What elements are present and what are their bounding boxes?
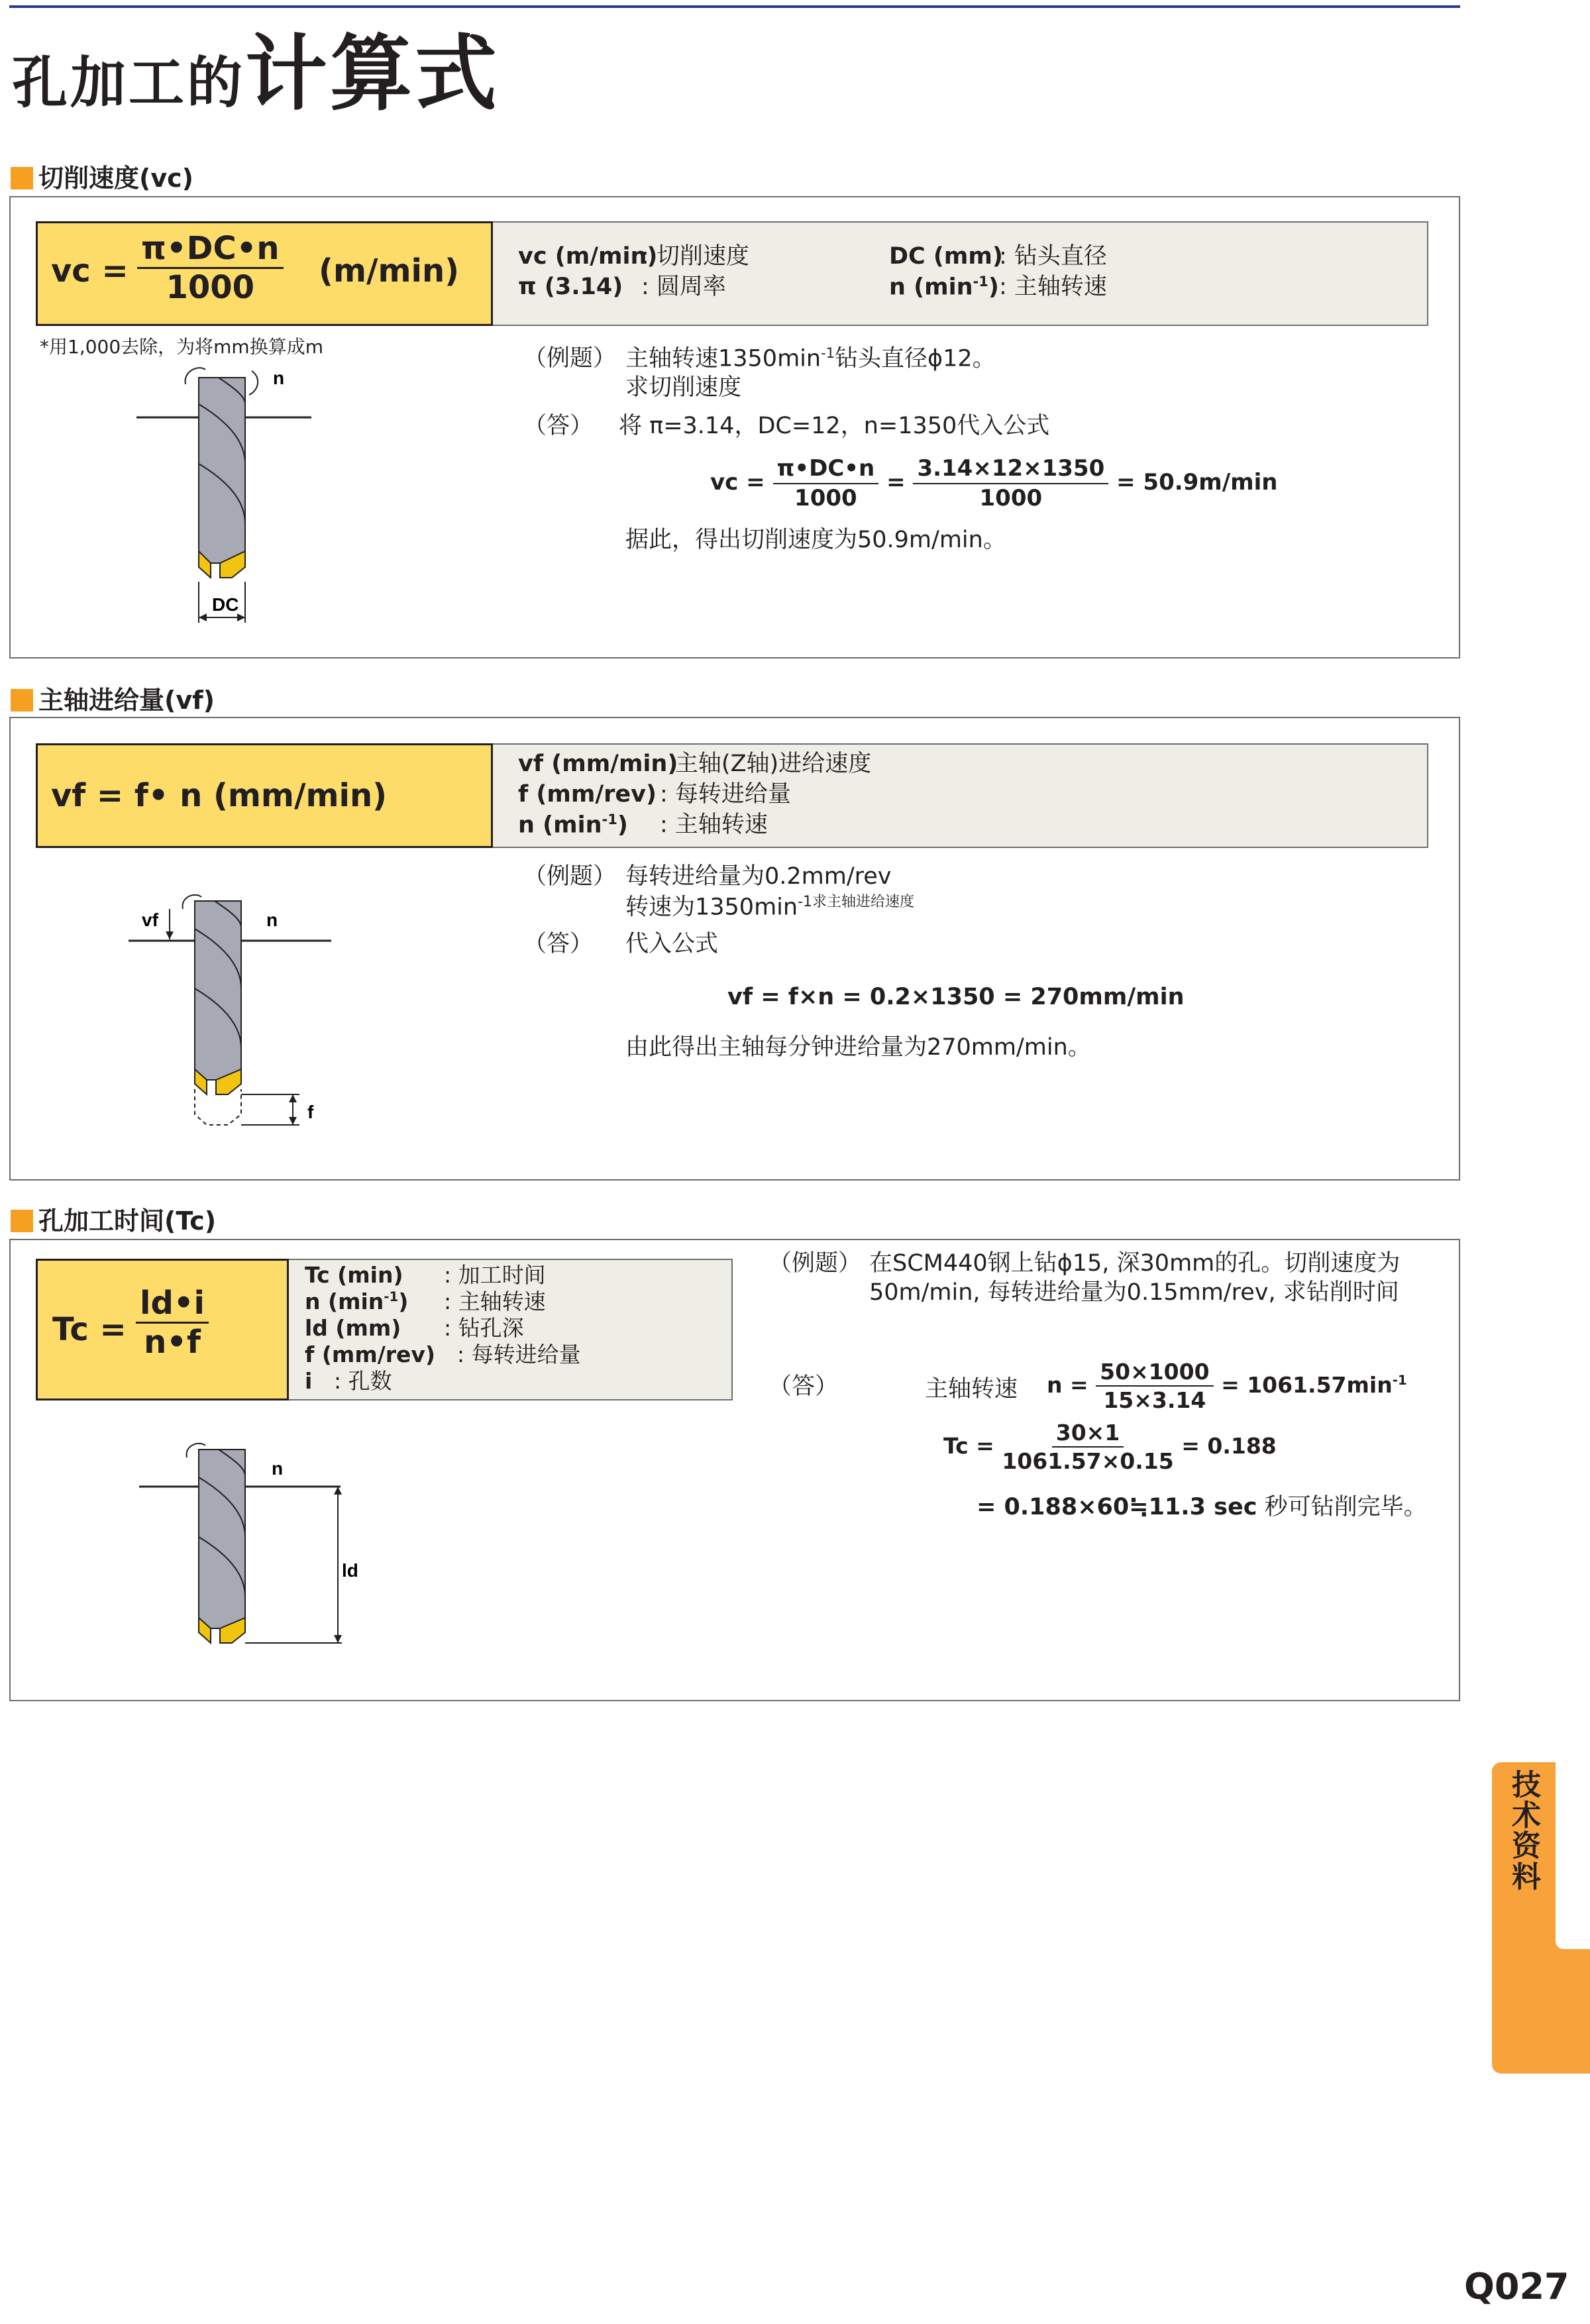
side-tab-label: 技术资料: [1512, 1768, 1541, 1894]
formula-numerator: π•DC•n: [137, 230, 284, 269]
answer-text: 将 π=3.14，DC=12，n=1350代入公式: [619, 413, 1050, 439]
example-label: （例题）: [523, 345, 617, 372]
arrowhead-icon: [289, 1117, 297, 1125]
formula-fraction: [136, 1285, 209, 1361]
legend-term: DC (mm): [889, 243, 1003, 270]
formula-unit: (m/min): [319, 252, 460, 290]
arrowhead-icon: [334, 1635, 342, 1643]
formula-text: vf = f• n (mm/min): [51, 777, 388, 814]
conclusion-text: 据此，得出切削速度为50.9m/min。: [625, 527, 1006, 553]
section-heading-tc: 孔加工时间(Tc): [11, 1200, 216, 1237]
formula-numerator: ld•i: [136, 1285, 209, 1324]
answer-label: （答）: [523, 931, 594, 957]
page-title: 孔加工的计算式: [12, 26, 500, 122]
section-marker: [11, 689, 33, 712]
legend-desc: : 每转进给量: [660, 781, 791, 808]
legend-term: ld (mm): [305, 1315, 401, 1341]
arrowhead-icon: [289, 1094, 297, 1102]
example-label: （例题）: [768, 1250, 862, 1277]
top-rule: [9, 5, 1460, 8]
drill-body: [199, 378, 245, 563]
formula-lhs: vc =: [51, 252, 129, 290]
example-text: 求切削速度: [625, 374, 742, 401]
legend-desc: : 主轴转速: [999, 274, 1107, 300]
legend-term: π (3.14): [518, 274, 623, 300]
example-text: 在SCM440钢上钻ϕ15, 深30mm的孔。切削速度为: [869, 1250, 1401, 1277]
legend-term: vc (m/min): [518, 243, 658, 270]
legend-term: f (mm/rev): [305, 1342, 436, 1367]
example-text: 主轴转速$1350\min^{-1}$钻头直径ϕ12。: [625, 345, 996, 372]
drill-diagram-vf: [126, 896, 338, 1147]
example-text: 每转进给量为0.2mm/rev: [625, 863, 892, 890]
example-text: 50m/min, 每转进给量为0.15mm/rev, 求钻削时间: [869, 1279, 1399, 1306]
ld-label: ld: [342, 1560, 358, 1581]
legend-desc: : 每转进给量: [457, 1342, 581, 1367]
arrowhead-icon: [199, 613, 207, 621]
legend-desc: : 主轴(Z轴)进给速度: [660, 751, 872, 777]
arrowhead-icon: [166, 931, 174, 939]
drill-body: [199, 1450, 245, 1628]
dc-label: DC: [212, 594, 239, 615]
legend-desc: : 切削速度: [641, 243, 749, 270]
page-number: Q027: [1464, 2266, 1569, 2307]
legend-term: n $(\min^{-1})$: [518, 812, 628, 839]
example-label: （例题）: [523, 863, 617, 890]
f-label: f: [307, 1102, 314, 1122]
legend-desc: : 主轴转速: [660, 812, 768, 838]
formula-box-vf: [36, 743, 493, 848]
answer-formula: vc = $\frac{\pi•DC•n}{1000}$ = $\frac{3.14\times 12\times 1350}{1000}$ = 50.9m/min: [710, 455, 1278, 511]
legend-desc: : 孔数: [334, 1368, 392, 1394]
answer-text: 代入公式: [625, 931, 719, 957]
legend-term: vf (mm/min): [518, 751, 678, 777]
vf-label: vf: [142, 910, 158, 930]
example-text: 转速为$1350\min^{-1求主轴进给速度}$: [625, 894, 915, 921]
legend-desc: : 主轴转速: [444, 1289, 546, 1314]
drill-diagram-vc: [119, 364, 318, 629]
legend-term: n $(\min^{-1})$: [305, 1289, 409, 1314]
section-heading-vf: 主轴进给量(vf): [11, 680, 215, 716]
side-tab-notch: [1556, 1762, 1590, 1949]
answer-formula-tc: Tc = $\frac{30\times 1}{1061.57\times 0.15}$ = 0.188: [943, 1420, 1277, 1475]
formula-fraction: [137, 230, 284, 306]
legend-term: f (mm/rev): [518, 781, 657, 808]
n-label: n: [266, 910, 278, 930]
formula-box-vc: [36, 221, 493, 326]
n-label: n: [272, 1458, 284, 1479]
section-marker: [11, 167, 33, 189]
section-marker: [11, 1210, 33, 1232]
legend-desc: : 加工时间: [444, 1262, 546, 1288]
answer-result: = 0.188×60≒11.3 sec 秒可钻削完毕。: [977, 1494, 1427, 1520]
legend-term: n $(\min^{-1})$: [889, 274, 999, 301]
answer-label: （答）: [768, 1373, 839, 1400]
legend-term: i: [305, 1368, 313, 1394]
legend-term: Tc (min): [305, 1262, 403, 1288]
answer-formula: vf = f×n = 0.2×1350 = 270mm/min: [727, 984, 1185, 1010]
legend-desc: : 钻孔深: [444, 1315, 524, 1341]
conclusion-text: 由此得出主轴每分钟进给量为270mm/min。: [625, 1034, 1091, 1061]
answer-label: （答）: [523, 413, 594, 439]
formula-note: *用1,000去除，为将mm换算成m: [40, 336, 323, 358]
rotation-arrow-icon: [249, 371, 258, 395]
answer-text: 主轴转速: [925, 1376, 1018, 1402]
drill-body: [195, 901, 241, 1080]
drill-diagram-tc: [132, 1444, 358, 1663]
formula-denominator: n•f: [144, 1324, 201, 1361]
formula-box-tc: [36, 1259, 289, 1400]
section-heading-vc: 切削速度(vc): [11, 158, 193, 194]
formula-denominator: 1000: [166, 269, 255, 306]
legend-desc: : 圆周率: [641, 274, 726, 300]
legend-desc: : 钻头直径: [999, 243, 1107, 270]
arrowhead-icon: [334, 1487, 342, 1495]
n-label: n: [273, 368, 285, 388]
formula-lhs: Tc =: [52, 1311, 127, 1348]
answer-formula-n: n = $\frac{50\times 1000}{15\times 3.14}$ = $1061.57\min^{-1}$: [1047, 1359, 1407, 1414]
